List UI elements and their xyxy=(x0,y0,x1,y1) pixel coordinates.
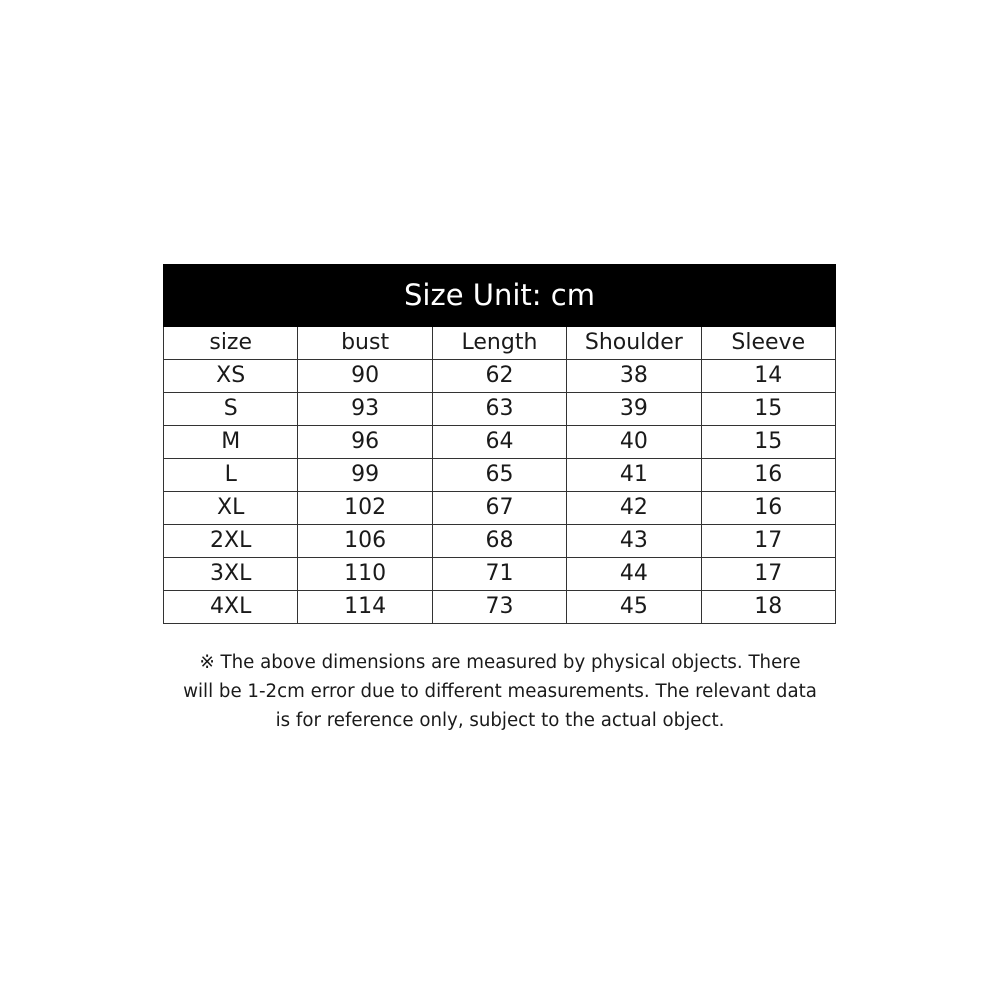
column-header-size: size xyxy=(164,327,298,360)
bust-cell: 93 xyxy=(298,393,432,426)
sleeve-cell: 17 xyxy=(701,558,835,591)
length-cell: 68 xyxy=(432,525,566,558)
shoulder-cell: 42 xyxy=(567,492,701,525)
table-row xyxy=(164,459,836,492)
shoulder-cell: 41 xyxy=(567,459,701,492)
disclaimer-line: will be 1-2cm error due to different measurements. The relevant data xyxy=(183,681,817,702)
length-cell: 71 xyxy=(432,558,566,591)
length-cell: 73 xyxy=(432,591,566,624)
bust-cell: 106 xyxy=(298,525,432,558)
column-header-sleeve: Sleeve xyxy=(701,327,835,360)
sleeve-cell: 16 xyxy=(701,492,835,525)
length-cell: 64 xyxy=(432,426,566,459)
table-row xyxy=(164,360,836,393)
size-cell: XL xyxy=(164,492,298,525)
size-cell: 2XL xyxy=(164,525,298,558)
size-chart-table xyxy=(163,264,836,624)
length-cell: 62 xyxy=(432,360,566,393)
column-header-length: Length xyxy=(432,327,566,360)
size-cell: L xyxy=(164,459,298,492)
length-cell: 65 xyxy=(432,459,566,492)
sleeve-cell: 17 xyxy=(701,525,835,558)
bust-cell: 110 xyxy=(298,558,432,591)
bust-cell: 114 xyxy=(298,591,432,624)
table-row xyxy=(164,558,836,591)
size-cell: XS xyxy=(164,360,298,393)
column-header-bust: bust xyxy=(298,327,432,360)
disclaimer-line: ※ The above dimensions are measured by physical objects. There xyxy=(199,652,801,673)
column-header-shoulder: Shoulder xyxy=(567,327,701,360)
sleeve-cell: 14 xyxy=(701,360,835,393)
bust-cell: 96 xyxy=(298,426,432,459)
length-cell: 67 xyxy=(432,492,566,525)
table-title: Size Unit: cm xyxy=(164,265,836,327)
table-row xyxy=(164,591,836,624)
shoulder-cell: 38 xyxy=(567,360,701,393)
length-cell: 63 xyxy=(432,393,566,426)
table-row xyxy=(164,492,836,525)
table-row xyxy=(164,525,836,558)
measurement-disclaimer xyxy=(150,648,850,735)
bust-cell: 102 xyxy=(298,492,432,525)
shoulder-cell: 39 xyxy=(567,393,701,426)
shoulder-cell: 45 xyxy=(567,591,701,624)
column-header-row xyxy=(164,327,836,360)
size-cell: M xyxy=(164,426,298,459)
bust-cell: 90 xyxy=(298,360,432,393)
sleeve-cell: 16 xyxy=(701,459,835,492)
size-cell: 4XL xyxy=(164,591,298,624)
sleeve-cell: 18 xyxy=(701,591,835,624)
shoulder-cell: 43 xyxy=(567,525,701,558)
table-row xyxy=(164,426,836,459)
size-cell: S xyxy=(164,393,298,426)
bust-cell: 99 xyxy=(298,459,432,492)
shoulder-cell: 44 xyxy=(567,558,701,591)
shoulder-cell: 40 xyxy=(567,426,701,459)
disclaimer-line: is for reference only, subject to the actual object. xyxy=(275,710,725,731)
size-cell: 3XL xyxy=(164,558,298,591)
sleeve-cell: 15 xyxy=(701,393,835,426)
sleeve-cell: 15 xyxy=(701,426,835,459)
table-row xyxy=(164,393,836,426)
